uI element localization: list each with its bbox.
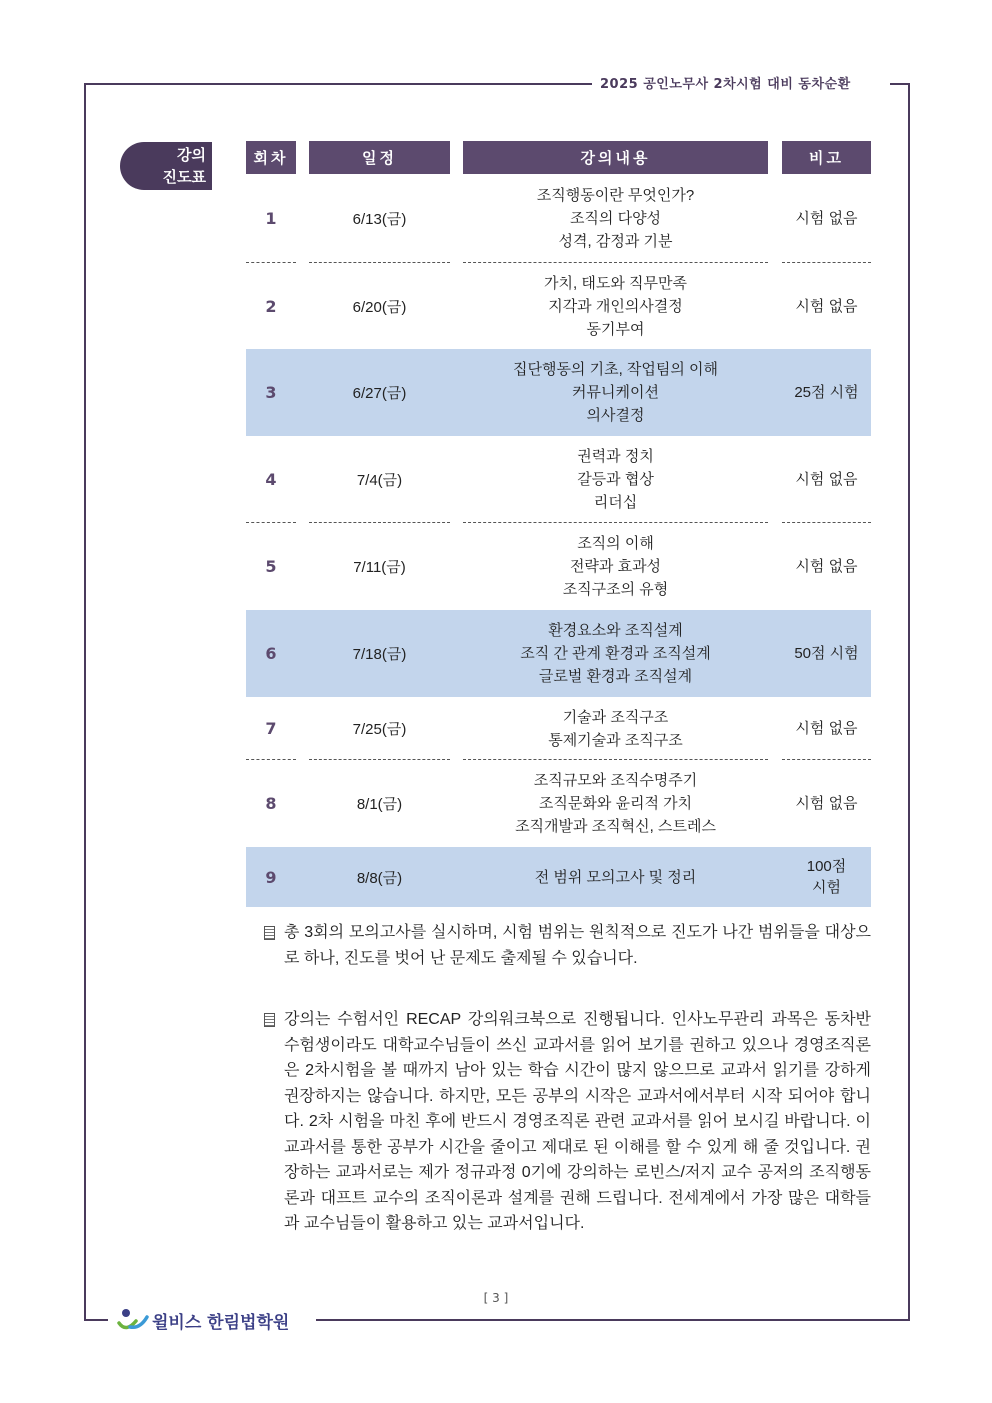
content-line: 조직문화와 윤리적 가치: [538, 795, 693, 812]
session-note: 25점 시험: [794, 384, 859, 401]
session-content: [463, 610, 768, 697]
note-item: [264, 920, 871, 971]
content-line: 조직규모와 조직수명주기: [533, 772, 698, 789]
content-line: 전략과 효과성: [569, 558, 662, 575]
session-content: [463, 760, 768, 847]
session-date: 7/18(금): [352, 646, 407, 663]
frame-line: [84, 83, 592, 85]
content-line: 의사결정: [586, 407, 645, 424]
table-row: [246, 523, 871, 610]
session-date: 6/27(금): [352, 385, 407, 402]
session-note: 시험 없음: [795, 558, 858, 575]
frame-line: [84, 1319, 108, 1321]
session-date: 6/13(금): [352, 211, 407, 228]
section-tag-line2: 진도표: [162, 168, 206, 186]
session-number: 9: [265, 867, 277, 887]
content-line: 권력과 정치: [577, 448, 654, 465]
content-line: 환경요소와 조직설계: [548, 622, 683, 639]
session-content: [463, 523, 768, 610]
page-number: [ 3 ]: [483, 1291, 509, 1305]
session-date: 8/1(금): [356, 796, 403, 813]
session-date: 8/8(금): [356, 869, 403, 887]
session-content: [463, 349, 768, 436]
session-date: 7/25(금): [352, 721, 407, 738]
session-number: 7: [265, 719, 277, 738]
table-row: [246, 174, 871, 263]
table-row: [246, 760, 871, 847]
session-number: 4: [265, 470, 277, 489]
header-note: 비고: [782, 141, 871, 174]
session-content: [463, 174, 768, 263]
session-date: 6/20(금): [352, 298, 407, 316]
frame-line: [890, 83, 910, 85]
frame-line: [908, 83, 910, 1320]
note-item: [264, 1007, 871, 1237]
content-line: 조직의 다양성: [569, 210, 662, 227]
note-icon: [264, 926, 275, 940]
session-number: 6: [265, 644, 277, 663]
content-line: 집단행동의 기초, 작업팀의 이해: [512, 361, 719, 378]
logo-icon: [116, 1307, 150, 1333]
table-row: [246, 697, 871, 760]
content-line: 전 범위 모의고사 및 정리: [534, 868, 697, 886]
content-line: 지각과 개인의사결정: [548, 297, 683, 315]
note-text: 강의는 수험서인 RECAP 강의워크북으로 진행됩니다. 인사노무관리 과목은 동차반 수험생이라도 대학교수님들이 쓰신 교과서를 읽어 보기를 권하고 있으나 경영조직론은 2차시험을 볼 때까지 남아 있는 학습 시간이 많지 않으므로 교과서 읽기를 강하게 권장하지는 않습니다. 하지만, 모든 공부의 시작은 교과서에서부터 시작 되어야 합니다. 2차 시험을 마친 후에 반드시 경영조직론 관련 교과서를 읽어 보시길 바랍니다. 이 교과서를 통한 공부가 시간을 줄이고 제대로 된 이해를 할 수 있게 해 줄 것입니다. 권장하는 교과서로는 제가 정규과정 0기에 강의하는 로빈스/저지 교수 공저의 조직행동론과 대프트 교수의 조직이론과 설계를 권해 드립니다. 전세계에서 가장 많은 대학들과 교수님들이 활용하고 있는 교과서입니다.: [284, 1011, 871, 1232]
session-number: 5: [265, 557, 277, 576]
session-note: 시험 없음: [795, 720, 858, 737]
section-tag-line1: 강의: [177, 146, 206, 164]
header-title: 2025 공인노무사 2차시험 대비 동차순환: [600, 77, 851, 92]
header-date: 일정: [309, 141, 450, 174]
session-note: 시험 없음: [795, 471, 858, 488]
content-line: 동기부여: [586, 320, 645, 338]
table-row: [246, 436, 871, 523]
note-icon: [264, 1013, 275, 1027]
table-row: [246, 349, 871, 436]
note-line: 시험: [812, 879, 841, 896]
content-line: 조직 간 관계 환경과 조직설계: [520, 645, 711, 662]
content-line: 커뮤니케이션: [572, 384, 659, 401]
session-content: [463, 847, 768, 907]
session-note: 시험 없음: [795, 795, 858, 812]
note-text: 총 3회의 모의고사를 실시하며, 시험 범위는 원칙적으로 진도가 나간 범위들을 대상으로 하나, 진도를 벗어 난 문제도 출제될 수 있습니다.: [284, 924, 871, 967]
session-note: 시험 없음: [795, 297, 858, 315]
session-content: [463, 697, 768, 760]
content-line: 조직의 이해: [577, 535, 654, 552]
header-content: 강의내용: [463, 141, 768, 174]
logo: [116, 1307, 289, 1333]
content-line: 글로벌 환경과 조직설계: [538, 668, 693, 685]
content-line: 기술과 조직구조: [562, 708, 669, 726]
section-tag: [120, 142, 212, 190]
session-note: 50점 시험: [794, 645, 859, 662]
session-content: [463, 263, 768, 349]
note-line: 100점: [806, 858, 847, 875]
session-number: 8: [265, 794, 277, 813]
content-line: 가치, 태도와 직무만족: [544, 274, 687, 292]
session-number: 3: [265, 383, 277, 402]
session-number: 2: [265, 296, 277, 316]
content-line: 통제기술과 조직구조: [548, 731, 683, 749]
content-line: 리더십: [593, 494, 638, 511]
table-row: [246, 610, 871, 697]
session-number: 1: [265, 209, 277, 228]
content-line: 조직구조의 유형: [562, 581, 669, 598]
content-line: 조직개발과 조직혁신, 스트레스: [515, 818, 716, 835]
content-line: 갈등과 협상: [577, 471, 654, 488]
table-row: [246, 847, 871, 907]
session-date: 7/11(금): [353, 559, 406, 576]
header-num: 회차: [246, 141, 296, 174]
session-date: 7/4(금): [356, 472, 403, 489]
content-line: 조직행동이란 무엇인가?: [536, 187, 695, 204]
frame-line: [84, 83, 86, 1320]
frame-line: [316, 1319, 910, 1321]
session-note: 시험 없음: [795, 210, 858, 227]
session-note: [782, 847, 871, 907]
logo-text: 윌비스 한림법학원: [152, 1312, 290, 1333]
session-content: [463, 436, 768, 523]
content-line: 성격, 감정과 기분: [558, 233, 673, 250]
table-row: [246, 263, 871, 349]
